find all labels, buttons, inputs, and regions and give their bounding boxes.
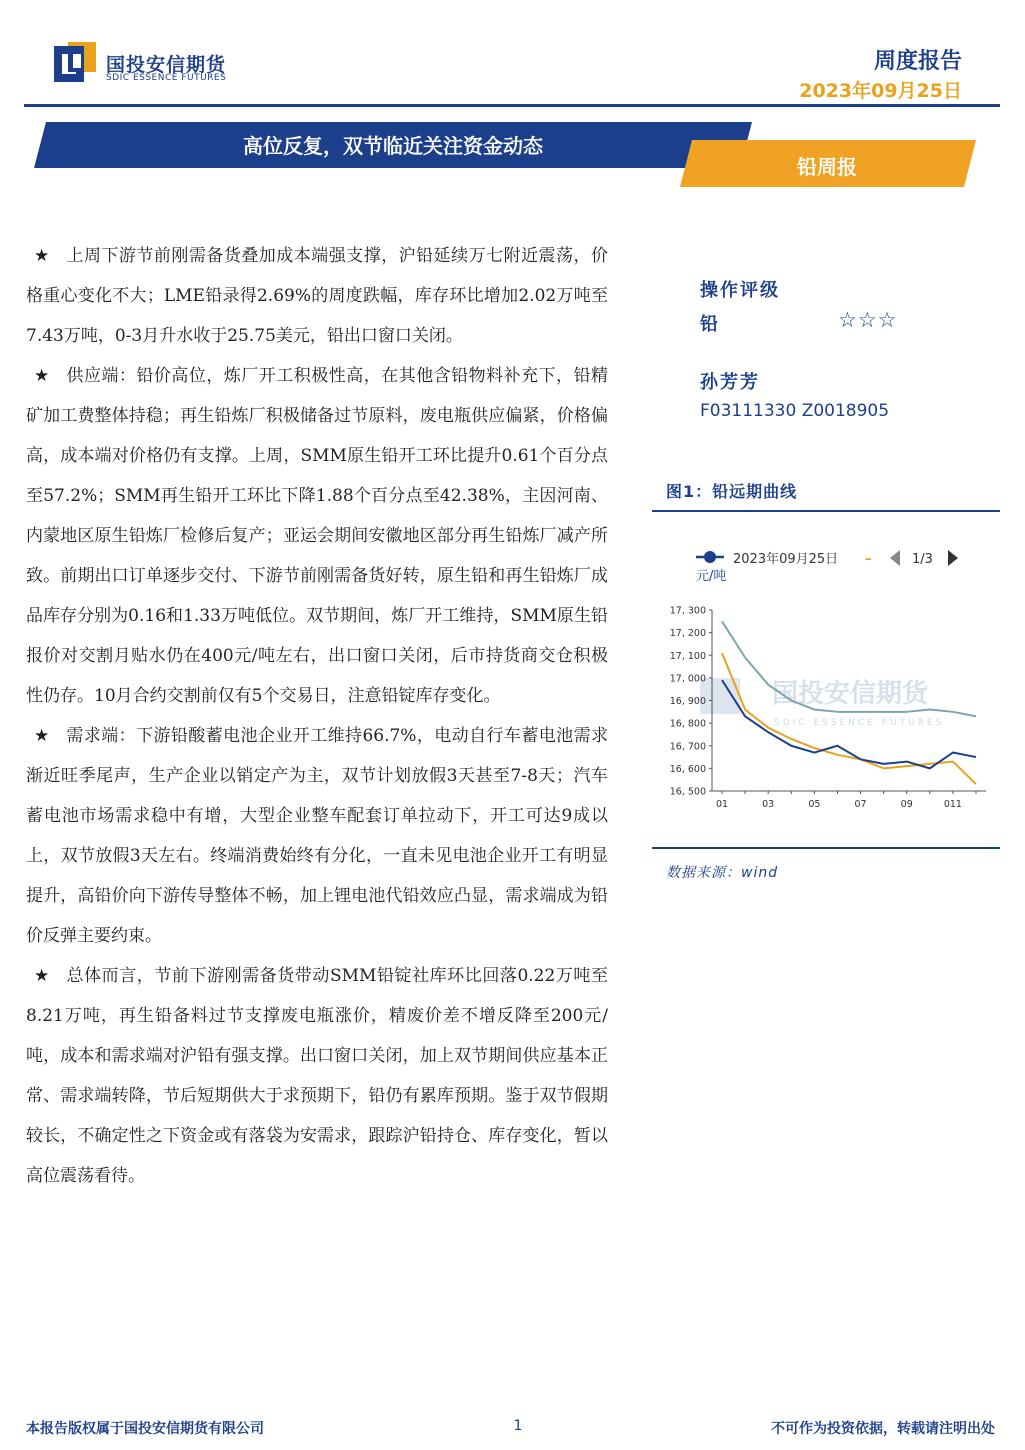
company-logo-icon	[54, 42, 96, 84]
legend-marker-icon	[704, 551, 716, 563]
legend-orange-marker: –	[865, 552, 872, 567]
y-axis-unit: 元/吨	[696, 569, 727, 584]
star-bullet-icon: ★	[34, 726, 50, 746]
y-tick-label: 16, 900	[669, 696, 706, 707]
paragraph-supply: ★ 供应端：铅价高位，炼厂开工积极性高，在其他含铅物料补充下，铅精矿加工费整体持稳；再生铅炼厂积极储备过节原料，废电瓶供应偏紧，价格偏高，成本端对价格仍有支撑。上周，SMM原生铅开工环比提升0.61个百分点至57.2%；SMM再生铅开工环比下降1.88个百分点至42.38%，主因河南、内蒙地区原生铅炼厂检修后复产；亚运会期间安徽地区部分再生铅炼厂减产所致。前期出口订单逐步交付、下游节前刚需备货好转，原生铅和再生铅炼厂成品库存分别为0.16和1.33万吨低位。双节期间，炼厂开工维持，SMM原生铅报价对交割月贴水仍在400元/吨左右，出口窗口关闭，后市持货商交仓积极性仍存。10月合约交割前仅有5个交易日，注意铅锭库存变化。	[26, 356, 608, 716]
paragraph-demand: ★ 需求端：下游铅酸蓄电池企业开工维持66.7%，电动自行车蓄电池需求渐近旺季尾声，生产企业以销定产为主，双节计划放假3天甚至7-8天；汽车蓄电池市场需求稳中有增，大型企业整车配套订单拉动下，开工可达9成以上，双节放假3天左右。终端消费始终有分化，一直未见电池企业开工有明显提升，高铅价向下游传导整体不畅，加上锂电池代铅效应凸显，需求端成为铅价反弹主要约束。	[26, 716, 608, 956]
analyst-name: 孙芳芳	[700, 372, 760, 393]
forward-curve-chart	[652, 540, 1000, 820]
company-name-cn: 国投安信期货	[106, 54, 227, 76]
figure-title: 图1：铅远期曲线	[666, 482, 798, 501]
chart-legend	[696, 550, 958, 567]
x-tick-label: 03	[762, 799, 775, 810]
figure-bottom-rule	[652, 847, 1000, 849]
star-bullet-icon: ★	[34, 366, 50, 386]
x-tick-label: 09	[900, 799, 913, 810]
x-tick-label: 05	[808, 799, 821, 810]
star-bullet-icon: ★	[34, 246, 50, 266]
report-type: 周度报告	[873, 49, 962, 74]
y-tick-label: 16, 700	[669, 741, 706, 753]
y-tick-label: 16, 800	[669, 718, 706, 730]
x-tick-label: 01	[715, 799, 729, 810]
analyst-license-id: F03111330 Z0018905	[700, 401, 890, 421]
legend-pager: 1/3	[912, 552, 933, 567]
report-date: 2023年09月25日	[799, 80, 962, 102]
y-tick-label: 17, 300	[669, 605, 706, 617]
paragraph-summary: ★ 上周下游节前刚需备货叠加成本端强支撑，沪铅延续万七附近震荡，价格重心变化不大；LME铅录得2.69%的周度跌幅，库存环比增加2.02万吨至7.43万吨，0-3月升水收于25.75美元，铅出口窗口关闭。	[26, 236, 608, 356]
y-tick-label: 16, 600	[669, 763, 706, 775]
report-headline: 高位反复，双节临近关注资金动态	[243, 134, 543, 158]
legend-series-name: 2023年09月25日	[733, 552, 839, 567]
watermark-text-cn: 国投安信期货	[772, 679, 929, 709]
header-divider	[24, 104, 1000, 107]
y-tick-label: 17, 200	[669, 628, 706, 640]
report-category-tag: 铅周报	[797, 155, 857, 179]
paragraph-conclusion: ★ 总体而言，节前下游刚需备货带动SMM铅锭社库环比回落0.22万吨至8.21万吨，再生铅备料过节支撑废电瓶涨价，精废价差不增反降至200元/吨，成本和需求端对沪铅有强支撑。出口窗口关闭，加上双节期间供应基本正常、需求端转降，节后短期供大于求预期下，铅仍有累库预期。鉴于双节假期较长，不确定性之下资金或有落袋为安需求，跟踪沪铅持仓、库存变化，暂以高位震荡看待。	[26, 956, 608, 1196]
y-tick-label: 17, 100	[669, 650, 706, 662]
legend-next-icon[interactable]	[948, 550, 958, 566]
x-tick-label: 011	[943, 799, 962, 810]
x-tick-label: 07	[854, 799, 867, 810]
rating-commodity: 铅	[700, 314, 718, 335]
data-source: 数据来源：wind	[666, 865, 779, 881]
figure-top-rule	[652, 510, 1000, 512]
y-tick-label: 16, 500	[669, 786, 706, 798]
report-body	[26, 236, 608, 1196]
rating-label: 操作评级	[700, 280, 780, 301]
star-bullet-icon: ★	[34, 966, 50, 986]
legend-prev-icon[interactable]	[890, 550, 900, 566]
y-tick-label: 17, 000	[669, 673, 706, 685]
page-number: 1	[513, 1418, 523, 1434]
rating-stars: ☆☆☆	[838, 308, 898, 332]
footer-copyright: 本报告版权属于国投安信期货有限公司	[26, 1421, 264, 1437]
footer-disclaimer: 不可作为投资依据，转载请注明出处	[771, 1421, 995, 1437]
watermark-text-en: SDIC ESSENCE FUTURES	[774, 718, 945, 728]
company-name-en: SDIC ESSENCE FUTURES	[106, 73, 227, 83]
